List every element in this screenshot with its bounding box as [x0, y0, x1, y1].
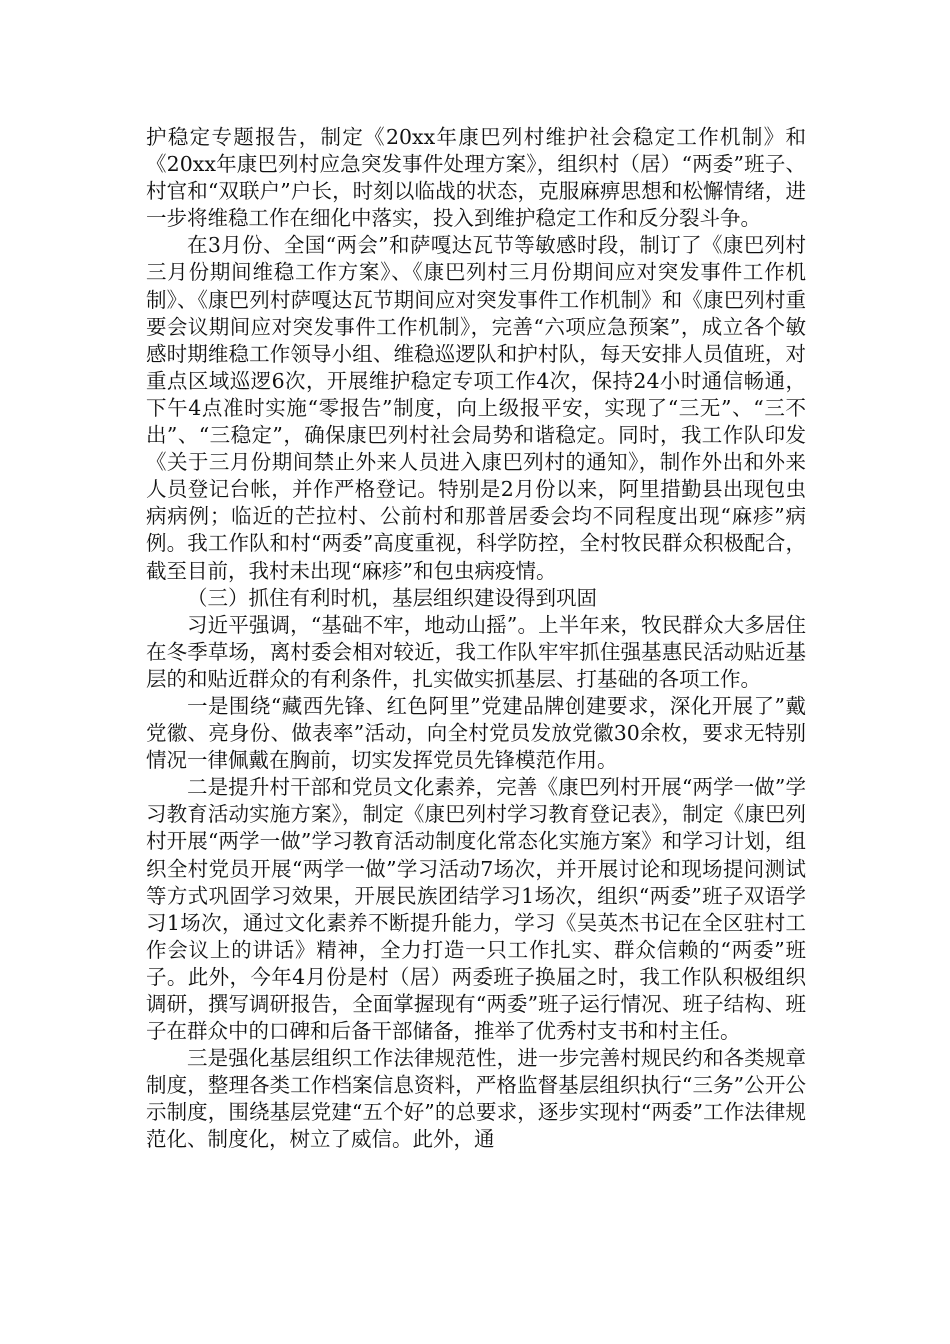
document-page	[146, 124, 806, 1154]
paragraph-sensitive-period-measures: 在3月份、全国“两会”和萨嘎达瓦节等敏感时段，制订了《康巴列村三月份期间维稳工作方案》、《康巴列村三月份期间应对突发事件工作机制》、《康巴列村萨嘎达瓦节期间应对突发事件工作机制》和《康巴列村重要会议期间应对突发事件工作机制》，完善“六项应急预案”，成立各个敏感时期维稳工作领导小组、维稳巡逻队和护村队，每天安排人员值班，对重点区域巡逻6次，开展维护稳定专项工作4次，保持24小时通信畅通，下午4点准时实施“零报告”制度，向上级报平安，实现了“三无”、“三不出”、“三稳定”，确保康巴列村社会局势和谐稳定。同时，我工作队印发《关于三月份期间禁止外来人员进入康巴列村的通知》，制作外出和外来人员登记台帐，并作严格登记。特别是2月份以来，阿里措勤县出现包虫病病例；临近的芒拉村、公前村和那普居委会均不同程度出现“麻疹”病例。我工作队和村“两委”高度重视，科学防控，全村牧民群众积极配合，截至目前，我村未出现“麻疹”和包虫病疫情。	[146, 233, 806, 583]
paragraph-foundation-quote: 习近平强调，“基础不牢，地动山摇”。上半年来，牧民群众大多居住在冬季草场，离村委会相对较近，我工作队牢牢抓住强基惠民活动贴近基层的和贴近群众的有利条件，扎实做实抓基层、打基础的各项工作。	[146, 612, 806, 691]
paragraph-point-one-party-badge: 一是围绕“藏西先锋、红色阿里”党建品牌创建要求，深化开展了”戴党徽、亮身份、做表率”活动，向全村党员发放党徽30余枚，要求无特别情况一律佩戴在胸前，切实发挥党员先锋模范作用。	[146, 693, 806, 773]
paragraph-point-three-legal-norms: 三是强化基层组织工作法律规范性，进一步完善村规民约和各类规章制度，整理各类工作档案信息资料，严格监督基层组织执行“三务”公开公示制度，围绕基层党建“五个好”的总要求，逐步实现村“两委”工作法律规范化、制度化，树立了威信。此外，通	[146, 1046, 806, 1152]
paragraph-point-two-education: 二是提升村干部和党员文化素养，完善《康巴列村开展“两学一做”学习教育活动实施方案》，制定《康巴列村学习教育登记表》，制定《康巴列村开展“两学一做”学习教育活动制度化常态化实施方案》和学习计划，组织全村党员开展“两学一做”学习活动7场次，并开展讨论和现场提问测试等方式巩固学习效果，开展民族团结学习1场次，组织“两委”班子双语学习1场次，通过文化素养不断提升能力，学习《吴英杰书记在全区驻村工作会议上的讲话》精神，全力打造一只工作扎实、群众信赖的“两委”班子。此外，今年4月份是村（居）两委班子换届之时，我工作队积极组织调研，撰写调研报告，全面掌握现有“两委”班子运行情况、班子结构、班子在群众中的口碑和后备干部储备，推举了优秀村支书和村主任。	[146, 775, 806, 1044]
section-heading-grassroots-organization: （三）抓住有利时机，基层组织建设得到巩固	[187, 585, 597, 610]
paragraph-stability-report-continued: 护稳定专题报告，制定《20xx年康巴列村维护社会稳定工作机制》和《20xx年康巴列村应急突发事件处理方案》，组织村（居）“两委”班子、村官和“双联户”户长，时刻以临战的状态，克服麻痹思想和松懈情绪，进一步将维稳工作在细化中落实，投入到维护稳定工作和反分裂斗争。	[146, 125, 806, 231]
